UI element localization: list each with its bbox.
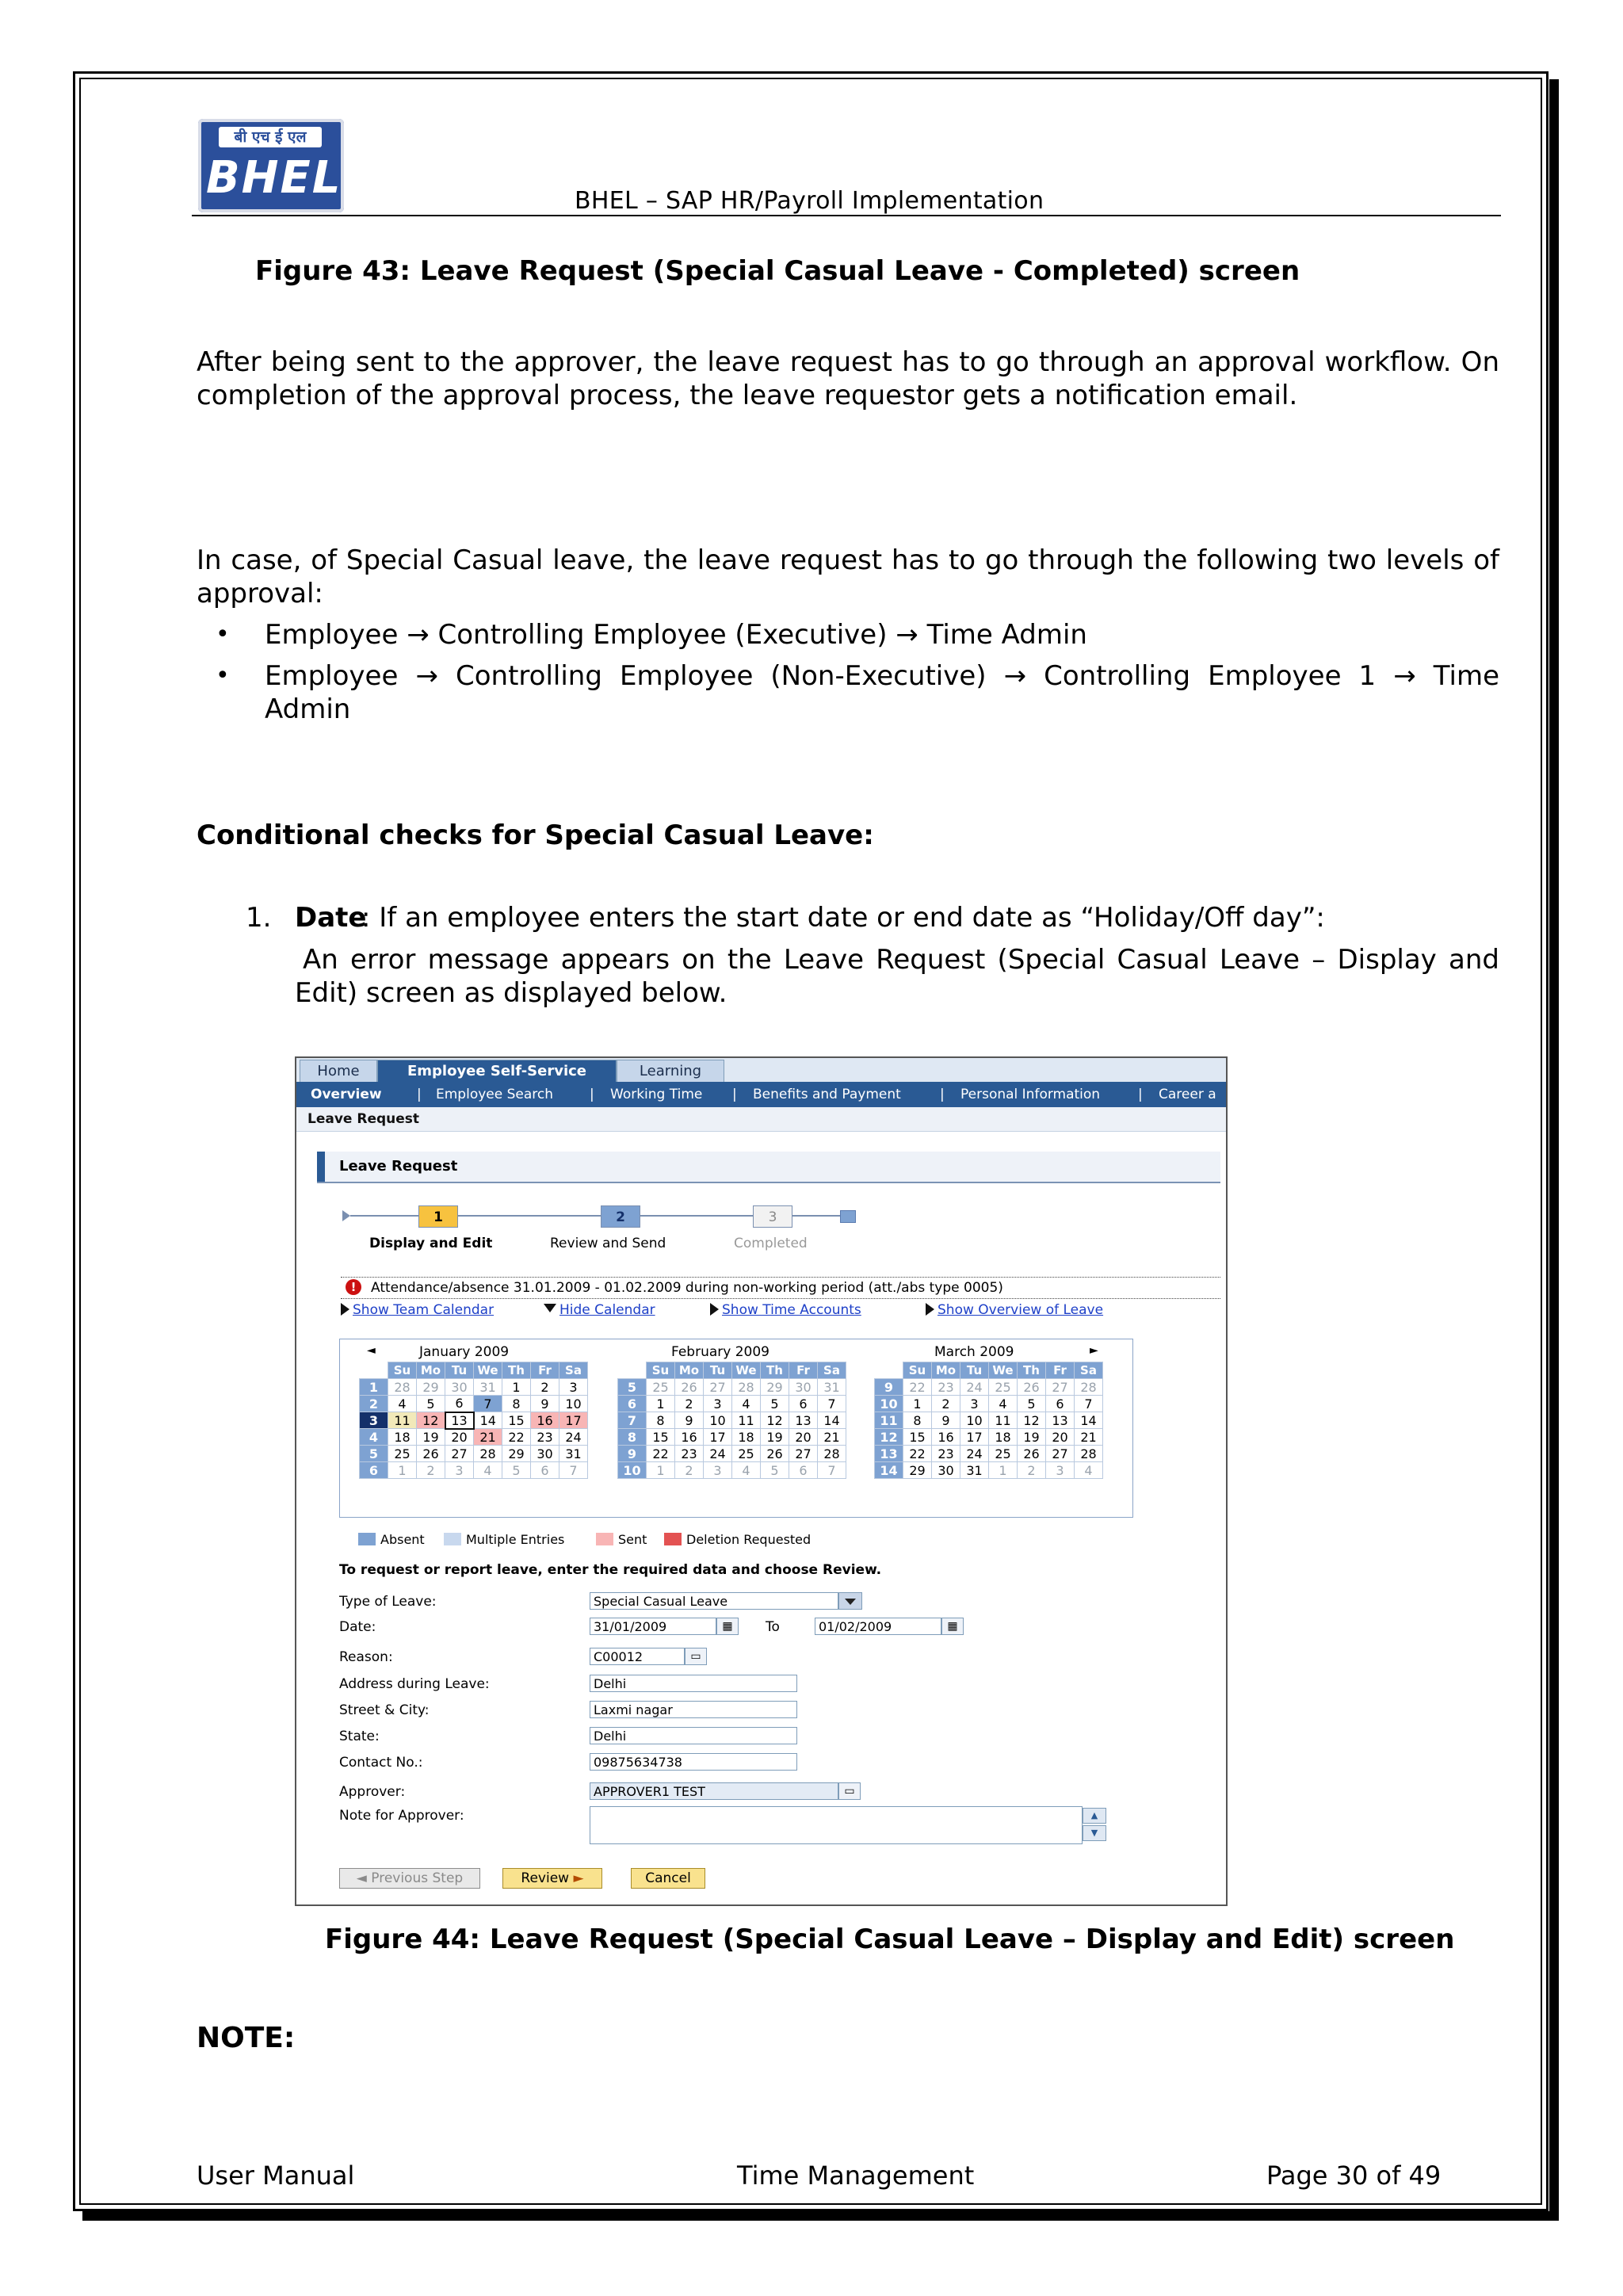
calendar-day[interactable]: 30 <box>445 1379 474 1396</box>
calendar-day[interactable]: 26 <box>675 1379 704 1396</box>
calendar-day[interactable]: 4 <box>989 1396 1018 1412</box>
calendar-day[interactable]: 26 <box>1018 1379 1046 1396</box>
calendar-day[interactable]: 19 <box>761 1429 789 1446</box>
calendar-day[interactable]: 17 <box>559 1412 588 1429</box>
error-icon: ! <box>346 1279 361 1295</box>
date-to-label: To <box>766 1619 780 1635</box>
weekday-header: Su <box>903 1362 932 1379</box>
calendar-day[interactable]: 17 <box>704 1429 732 1446</box>
reason-label: Reason: <box>339 1649 393 1665</box>
calendar-day[interactable]: 5 <box>761 1462 789 1479</box>
week-number[interactable]: 5 <box>360 1446 388 1462</box>
calendar-day[interactable]: 18 <box>388 1429 417 1446</box>
sub-navigation <box>296 1082 1226 1107</box>
calendar-day[interactable]: 27 <box>445 1446 474 1462</box>
sap-leave-request-screenshot <box>295 1056 1228 1906</box>
calendar-day[interactable]: 21 <box>474 1429 502 1446</box>
calendar-day[interactable]: 3 <box>704 1462 732 1479</box>
week-number[interactable]: 2 <box>360 1396 388 1412</box>
item-label-date: Date <box>295 902 367 934</box>
calendar-day[interactable]: 3 <box>445 1462 474 1479</box>
calendar-day[interactable]: 9 <box>675 1412 704 1429</box>
calendar-day[interactable]: 24 <box>704 1446 732 1462</box>
calendar-day[interactable]: 5 <box>502 1462 531 1479</box>
calendar-day[interactable]: 4 <box>388 1396 417 1412</box>
calendar-day[interactable]: 4 <box>732 1396 761 1412</box>
breadcrumb <box>296 1107 1226 1132</box>
calendar-day[interactable]: 19 <box>1018 1429 1046 1446</box>
calendar-day[interactable]: 6 <box>531 1462 559 1479</box>
calendar-day[interactable]: 19 <box>417 1429 445 1446</box>
week-number[interactable]: 10 <box>875 1396 903 1412</box>
calendar-day[interactable]: 3 <box>704 1396 732 1412</box>
week-number[interactable]: 14 <box>875 1462 903 1479</box>
calendar-day[interactable]: 13 <box>445 1412 474 1429</box>
state-input[interactable]: Delhi <box>590 1727 797 1744</box>
calendar-day[interactable]: 20 <box>445 1429 474 1446</box>
calendar-day[interactable]: 4 <box>474 1462 502 1479</box>
figure-43-caption: Figure 43: Leave Request (Special Casual Leave - Completed) screen <box>255 255 1300 287</box>
calendar-day[interactable]: 7 <box>474 1396 502 1412</box>
calendar-day[interactable]: 25 <box>989 1379 1018 1396</box>
calendar-day[interactable]: 26 <box>761 1446 789 1462</box>
collapse-arrow-icon <box>544 1304 556 1312</box>
calendar-day[interactable]: 4 <box>1075 1462 1103 1479</box>
calendar-day[interactable]: 28 <box>818 1446 846 1462</box>
weekday-header: We <box>474 1362 502 1379</box>
calendar-day[interactable]: 27 <box>789 1446 818 1462</box>
calendar-day[interactable]: 8 <box>647 1412 675 1429</box>
weekday-header: We <box>732 1362 761 1379</box>
weekday-header: Su <box>388 1362 417 1379</box>
reason-input[interactable]: C00012 <box>590 1648 685 1665</box>
calendar-day[interactable]: 1 <box>647 1462 675 1479</box>
weekday-header: Th <box>1018 1362 1046 1379</box>
calendar-day[interactable]: 10 <box>960 1412 989 1429</box>
subnav-overview[interactable]: Overview <box>311 1087 382 1102</box>
calendar-day[interactable]: 26 <box>1018 1446 1046 1462</box>
roadmap-step-2[interactable]: 2 <box>601 1205 640 1228</box>
roadmap-step-3[interactable]: 3 <box>753 1205 792 1228</box>
calendar-day[interactable]: 7 <box>818 1462 846 1479</box>
address-input[interactable]: Delhi <box>590 1675 797 1692</box>
weekday-header: Sa <box>559 1362 588 1379</box>
calendar-day[interactable]: 15 <box>502 1412 531 1429</box>
calendar-day[interactable]: 27 <box>1046 1379 1075 1396</box>
calendar-day[interactable]: 18 <box>732 1429 761 1446</box>
calendar-day[interactable]: 2 <box>675 1396 704 1412</box>
calendar-day[interactable]: 4 <box>732 1462 761 1479</box>
calendar-day[interactable]: 17 <box>960 1429 989 1446</box>
calendar-day[interactable]: 20 <box>1046 1429 1075 1446</box>
approver-input[interactable]: APPROVER1 TEST <box>590 1782 838 1800</box>
calendar-day[interactable]: 7 <box>1075 1396 1103 1412</box>
item-text: : If an employee enters the start date or end date as “Holiday/Off day”: <box>361 902 1325 934</box>
calendar-day[interactable]: 26 <box>417 1446 445 1462</box>
bullet-text: Employee → Controlling Employee (Non-Executive) → Controlling Employee 1 → Time Admin <box>265 660 1499 725</box>
legend-swatch <box>444 1533 461 1545</box>
calendar-day[interactable]: 12 <box>417 1412 445 1429</box>
paragraph-approval-workflow: After being sent to the approver, the leave request has to go through an approval workflow. On completion of the approval process, the leave requestor gets a notification email. <box>197 346 1499 411</box>
calendar-day[interactable]: 28 <box>1075 1446 1103 1462</box>
calendar-day[interactable]: 28 <box>474 1446 502 1462</box>
calendar-day[interactable]: 10 <box>704 1412 732 1429</box>
date-to-input[interactable]: 01/02/2009 <box>815 1618 941 1635</box>
item-1-description: An error message appears on the Leave Request (Special Casual Leave – Display and Edit) screen as displayed below. <box>295 944 1499 1009</box>
note-for-approver-textarea[interactable] <box>590 1806 1083 1844</box>
calendar-day[interactable]: 6 <box>789 1396 818 1412</box>
show-overview-of-leave-link[interactable] <box>926 1302 1103 1318</box>
calendar-day[interactable]: 13 <box>789 1412 818 1429</box>
calendar-day[interactable]: 2 <box>675 1462 704 1479</box>
street-city-input[interactable]: Laxmi nagar <box>590 1701 797 1718</box>
subnav-separator: | <box>417 1087 422 1102</box>
subnav-benefits-and-payment[interactable]: Benefits and Payment <box>753 1087 901 1102</box>
calendar-february <box>617 1362 846 1479</box>
calendar-day[interactable]: 18 <box>989 1429 1018 1446</box>
legend-multiple-entries <box>444 1532 564 1547</box>
note-heading: NOTE: <box>197 2022 296 2054</box>
calendar-day[interactable]: 10 <box>559 1396 588 1412</box>
tab-home[interactable]: Home <box>300 1060 377 1082</box>
calendar-day[interactable]: 28 <box>388 1379 417 1396</box>
calendar-day[interactable]: 27 <box>1046 1446 1075 1462</box>
calendar-day[interactable]: 5 <box>761 1396 789 1412</box>
calendar-day[interactable]: 11 <box>388 1412 417 1429</box>
expand-arrow-icon <box>710 1303 719 1316</box>
calendar-day[interactable]: 31 <box>818 1379 846 1396</box>
previous-step-button[interactable]: ◄ Previous Step <box>339 1868 480 1889</box>
legend-swatch <box>358 1533 376 1545</box>
weekday-header: Fr <box>531 1362 559 1379</box>
figure-44-caption: Figure 44: Leave Request (Special Casual Leave – Display and Edit) screen <box>325 1924 1455 1955</box>
calendar-day[interactable]: 1 <box>989 1462 1018 1479</box>
logo-brand-text: BHEL <box>206 152 342 204</box>
link-text: Hide Calendar <box>559 1302 655 1318</box>
expand-arrow-icon <box>341 1303 349 1316</box>
calendar-day[interactable]: 5 <box>417 1396 445 1412</box>
legend-swatch <box>596 1533 613 1545</box>
panel-accent-bar <box>317 1152 325 1182</box>
scroll-up-icon[interactable]: ▲ <box>1083 1808 1106 1824</box>
legend-sent <box>596 1532 647 1547</box>
calendar-day[interactable]: 30 <box>531 1446 559 1462</box>
calendar-day[interactable]: 22 <box>647 1446 675 1462</box>
week-header-blank <box>360 1362 388 1379</box>
link-text: Show Overview of Leave <box>938 1302 1104 1318</box>
calendar-day[interactable]: 6 <box>445 1396 474 1412</box>
week-number[interactable]: 5 <box>618 1379 647 1396</box>
calendar-day[interactable]: 13 <box>1046 1412 1075 1429</box>
date-from-input[interactable]: 31/01/2009 <box>590 1618 716 1635</box>
show-time-accounts-link[interactable] <box>710 1302 861 1318</box>
arrow-right-icon: ► <box>573 1870 584 1886</box>
subnav-separator: | <box>940 1087 945 1102</box>
bullet-dot-icon: • <box>216 621 230 648</box>
legend-swatch <box>664 1533 682 1545</box>
weekday-header: Mo <box>417 1362 445 1379</box>
calendar-day[interactable]: 31 <box>559 1446 588 1462</box>
calendar-day[interactable]: 14 <box>1075 1412 1103 1429</box>
legend-label: Sent <box>618 1532 647 1547</box>
panel-header <box>317 1152 1220 1183</box>
week-number[interactable]: 8 <box>618 1429 647 1446</box>
calendar-day[interactable]: 31 <box>960 1462 989 1479</box>
calendar-day[interactable]: 24 <box>960 1379 989 1396</box>
page-shadow-bottom <box>82 2211 1559 2221</box>
calendar-day[interactable]: 12 <box>761 1412 789 1429</box>
type-of-leave-select[interactable]: Special Casual Leave <box>590 1592 838 1610</box>
calendar-day[interactable]: 22 <box>502 1429 531 1446</box>
calendar-day[interactable]: 1 <box>502 1379 531 1396</box>
weekday-header: Mo <box>932 1362 960 1379</box>
calendar-day[interactable]: 3 <box>1046 1462 1075 1479</box>
calendar-day[interactable]: 16 <box>675 1429 704 1446</box>
calendar-day[interactable]: 9 <box>932 1412 960 1429</box>
address-label: Address during Leave: <box>339 1676 490 1692</box>
calendar-day[interactable]: 24 <box>559 1429 588 1446</box>
month-title-january: January 2009 <box>419 1344 510 1360</box>
calendar-day[interactable]: 29 <box>502 1446 531 1462</box>
footer-page-number: Page 30 of 49 <box>1266 2160 1442 2191</box>
tab-learning[interactable]: Learning <box>617 1060 724 1082</box>
weekday-header: Fr <box>1046 1362 1075 1379</box>
month-title-february: February 2009 <box>671 1344 769 1360</box>
calendar-day[interactable]: 15 <box>647 1429 675 1446</box>
calendar-next-icon[interactable]: ► <box>1090 1344 1098 1357</box>
error-message-text: Attendance/absence 31.01.2009 - 01.02.2009 during non-working period (att./abs type 0005) <box>371 1280 1003 1296</box>
subnav-working-time[interactable]: Working Time <box>610 1087 703 1102</box>
chevron-down-icon[interactable] <box>838 1592 862 1610</box>
calendar-day[interactable]: 1 <box>647 1396 675 1412</box>
link-text: Show Team Calendar <box>353 1302 495 1318</box>
footer-center: Time Management <box>737 2160 975 2191</box>
week-number[interactable]: 10 <box>618 1462 647 1479</box>
calendar-day[interactable]: 22 <box>903 1446 932 1462</box>
calendar-day[interactable]: 2 <box>531 1379 559 1396</box>
calendar-day[interactable]: 2 <box>1018 1462 1046 1479</box>
button-label: Review <box>521 1870 570 1886</box>
date-label: Date: <box>339 1619 376 1635</box>
subnav-personal-information[interactable]: Personal Information <box>960 1087 1101 1102</box>
roadmap-step-3-label: Completed <box>734 1236 808 1251</box>
approver-label: Approver: <box>339 1784 406 1800</box>
week-header-blank <box>875 1362 903 1379</box>
calendar-day[interactable]: 11 <box>989 1412 1018 1429</box>
subnav-career[interactable]: Career a <box>1159 1087 1216 1102</box>
calendar-day[interactable]: 14 <box>818 1412 846 1429</box>
item-number: 1. <box>246 902 272 934</box>
calendar-day[interactable]: 24 <box>960 1446 989 1462</box>
week-number[interactable]: 1 <box>360 1379 388 1396</box>
roadmap-start-arrow-icon <box>342 1210 350 1221</box>
calendar-day[interactable]: 8 <box>502 1396 531 1412</box>
calendar-day[interactable]: 2 <box>417 1462 445 1479</box>
calendar-day[interactable]: 23 <box>675 1446 704 1462</box>
calendar-january <box>359 1362 588 1479</box>
weekday-header: Sa <box>818 1362 846 1379</box>
calendar-day[interactable]: 3 <box>559 1379 588 1396</box>
weekday-header: Fr <box>789 1362 818 1379</box>
error-message-bar <box>341 1277 1220 1299</box>
week-number[interactable]: 9 <box>618 1446 647 1462</box>
subnav-separator: | <box>732 1087 737 1102</box>
calendar-day[interactable]: 14 <box>474 1412 502 1429</box>
calendar-day[interactable]: 30 <box>932 1462 960 1479</box>
weekday-header: Su <box>647 1362 675 1379</box>
state-label: State: <box>339 1729 380 1744</box>
calendar-day[interactable]: 5 <box>1018 1396 1046 1412</box>
week-number[interactable]: 3 <box>360 1412 388 1429</box>
header-title: BHEL – SAP HR/Payroll Implementation <box>575 187 1044 215</box>
calendar-day[interactable]: 23 <box>932 1379 960 1396</box>
calendar-day[interactable]: 11 <box>732 1412 761 1429</box>
header-divider <box>192 215 1501 216</box>
contact-input[interactable]: 09875634738 <box>590 1753 797 1771</box>
calendar-day[interactable]: 25 <box>647 1379 675 1396</box>
calendar-day[interactable]: 28 <box>732 1379 761 1396</box>
calendar-day[interactable]: 7 <box>559 1462 588 1479</box>
roadmap-end-marker <box>840 1210 856 1223</box>
weekday-header: Tu <box>960 1362 989 1379</box>
numbered-item-1 <box>246 902 1325 934</box>
top-tab-bar <box>296 1058 1226 1083</box>
hide-calendar-link[interactable] <box>544 1302 655 1318</box>
calendar-panel <box>339 1339 1133 1518</box>
week-number[interactable]: 13 <box>875 1446 903 1462</box>
bullet-text: Employee → Controlling Employee (Executive) → Time Admin <box>265 619 1087 651</box>
calendar-day[interactable]: 16 <box>932 1429 960 1446</box>
calendar-picker-icon[interactable]: ▦ <box>716 1618 739 1635</box>
panel-title: Leave Request <box>339 1158 458 1175</box>
week-header-blank <box>618 1362 647 1379</box>
calendar-day[interactable]: 15 <box>903 1429 932 1446</box>
calendar-picker-icon[interactable]: ▦ <box>941 1618 964 1635</box>
week-number[interactable]: 9 <box>875 1379 903 1396</box>
cancel-button[interactable]: Cancel <box>631 1868 705 1889</box>
note-for-approver-label: Note for Approver: <box>339 1808 464 1824</box>
roadmap-step-1-label: Display and Edit <box>369 1236 493 1251</box>
subnav-employee-search[interactable]: Employee Search <box>436 1087 554 1102</box>
weekday-header: Tu <box>445 1362 474 1379</box>
form-instruction: To request or report leave, enter the required data and choose Review. <box>339 1562 882 1578</box>
calendar-day[interactable]: 1 <box>388 1462 417 1479</box>
type-of-leave-label: Type of Leave: <box>339 1594 437 1610</box>
subnav-separator: | <box>1138 1087 1143 1102</box>
week-number[interactable]: 11 <box>875 1412 903 1429</box>
calendar-day[interactable]: 21 <box>1075 1429 1103 1446</box>
weekday-header: Sa <box>1075 1362 1103 1379</box>
week-number[interactable]: 6 <box>360 1462 388 1479</box>
contact-label: Contact No.: <box>339 1755 423 1771</box>
calendar-day[interactable]: 25 <box>732 1446 761 1462</box>
weekday-header: Mo <box>675 1362 704 1379</box>
value-help-icon[interactable]: ▭ <box>838 1782 861 1800</box>
calendar-day[interactable]: 25 <box>989 1446 1018 1462</box>
week-number[interactable]: 12 <box>875 1429 903 1446</box>
week-number[interactable]: 7 <box>618 1412 647 1429</box>
calendar-day[interactable]: 16 <box>531 1412 559 1429</box>
calendar-day[interactable]: 30 <box>789 1379 818 1396</box>
week-number[interactable]: 6 <box>618 1396 647 1412</box>
calendar-day[interactable]: 7 <box>818 1396 846 1412</box>
review-button[interactable] <box>502 1868 602 1889</box>
legend-label: Absent <box>380 1532 425 1547</box>
legend-label: Multiple Entries <box>466 1532 565 1547</box>
show-team-calendar-link[interactable] <box>341 1302 494 1318</box>
calendar-day[interactable]: 23 <box>531 1429 559 1446</box>
footer-left: User Manual <box>197 2160 355 2191</box>
roadmap-step-2-label: Review and Send <box>550 1236 666 1251</box>
calendar-day[interactable]: 9 <box>531 1396 559 1412</box>
calendar-day[interactable]: 25 <box>388 1446 417 1462</box>
calendar-day[interactable]: 2 <box>932 1396 960 1412</box>
scroll-down-icon[interactable]: ▼ <box>1083 1825 1106 1841</box>
calendar-day[interactable]: 6 <box>1046 1396 1075 1412</box>
roadmap-step-1[interactable]: 1 <box>418 1205 458 1228</box>
calendar-day[interactable]: 27 <box>704 1379 732 1396</box>
calendar-day[interactable]: 29 <box>903 1462 932 1479</box>
legend-deletion-requested <box>664 1532 811 1547</box>
subnav-separator: | <box>590 1087 594 1102</box>
calendar-day[interactable]: 23 <box>932 1446 960 1462</box>
calendar-day[interactable]: 31 <box>474 1379 502 1396</box>
weekday-header: We <box>989 1362 1018 1379</box>
calendar-day[interactable]: 1 <box>903 1396 932 1412</box>
calendar-march <box>874 1362 1103 1479</box>
paragraph-approval-levels: In case, of Special Casual leave, the leave request has to go through the following two levels of approval: <box>197 544 1499 609</box>
calendar-day[interactable]: 3 <box>960 1396 989 1412</box>
calendar-prev-icon[interactable]: ◄ <box>367 1344 376 1357</box>
link-text: Show Time Accounts <box>722 1302 861 1318</box>
bullet-dot-icon: • <box>216 662 230 690</box>
page-shadow-right <box>1549 79 1559 2219</box>
conditional-checks-heading: Conditional checks for Special Casual Leave: <box>197 819 874 851</box>
weekday-header: Th <box>502 1362 531 1379</box>
month-title-march: March 2009 <box>934 1344 1014 1360</box>
legend-label: Deletion Requested <box>686 1532 812 1547</box>
tab-employee-self-service[interactable]: Employee Self-Service <box>377 1060 617 1082</box>
breadcrumb-leave-request: Leave Request <box>307 1111 420 1127</box>
weekday-header: Th <box>761 1362 789 1379</box>
calendar-day[interactable]: 12 <box>1018 1412 1046 1429</box>
weekday-header: Tu <box>704 1362 732 1379</box>
calendar-day[interactable]: 22 <box>903 1379 932 1396</box>
week-number[interactable]: 4 <box>360 1429 388 1446</box>
bhel-logo <box>198 119 344 212</box>
calendar-day[interactable]: 6 <box>789 1462 818 1479</box>
calendar-day[interactable]: 8 <box>903 1412 932 1429</box>
street-city-label: Street & City: <box>339 1702 430 1718</box>
logo-hindi-text: बी एच ई एल <box>219 127 322 147</box>
calendar-day[interactable]: 29 <box>761 1379 789 1396</box>
calendar-day[interactable]: 28 <box>1075 1379 1103 1396</box>
calendar-day[interactable]: 20 <box>789 1429 818 1446</box>
calendar-day[interactable]: 21 <box>818 1429 846 1446</box>
expand-arrow-icon <box>926 1303 934 1316</box>
legend-absent <box>358 1532 425 1547</box>
button-label: Previous Step <box>371 1870 464 1886</box>
calendar-day[interactable]: 29 <box>417 1379 445 1396</box>
value-help-icon[interactable]: ▭ <box>685 1648 707 1665</box>
